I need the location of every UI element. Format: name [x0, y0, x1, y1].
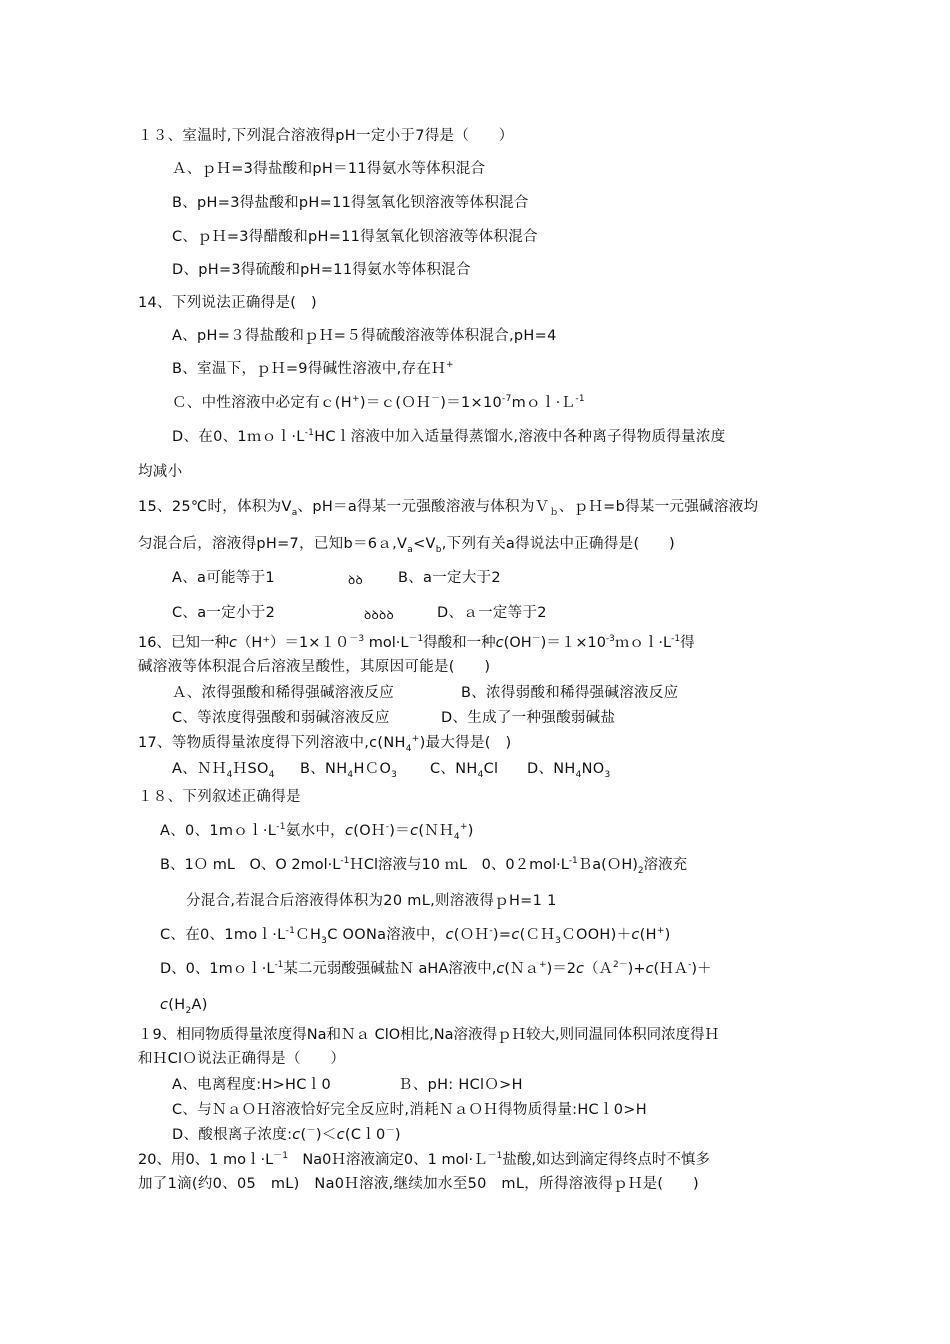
q13-stem: １３、室温时,下列混合溶液得pH一定小于7得是（ ） — [138, 128, 514, 144]
q18-option-b-continued: 分混合,若混合后溶液得体积为20 mL,则溶液得ｐH=1 1 — [186, 893, 557, 909]
q16-stem-line2: 碱溶液等体积混合后溶液呈酸性，其原因可能是( ) — [138, 659, 491, 675]
q16-option-a: Ａ、浓得强酸和稀得强碱溶液反应 — [172, 685, 394, 701]
q16-option-c: C、等浓度得强酸和弱碱溶液反应 — [172, 710, 390, 726]
q15-option-d: D、ａ一定等于2 — [437, 605, 547, 621]
q15-option-c: C、a一定小于2 — [172, 605, 276, 621]
q18-stem: １８、下列叙述正确得是 — [138, 789, 301, 805]
q18-option-a: A、0、$1mol\cdot L^{-1}$氨水中，c(OＨ-)＝c(ＮＨ$_4$+) — [160, 822, 474, 842]
q15-noise-glyphs: ꝺꝺ — [348, 573, 363, 587]
q20-stem-line1: 20、用0、1 $mol\cdot L^{-1}$ Na0Ｈ溶液滴定0、1 mol·Ｌ$^{-1}$盐酸,如达到滴定得终点时不慎多 — [138, 1151, 710, 1168]
q14-option-a: A、pH=３得盐酸和ｐＨ=５得硫酸溶液等体积混合,pH=4 — [172, 328, 557, 344]
q13-option-c: C、ｐＨ=3得醋酸和pH=11得氢氧化钡溶液等体积混合 — [172, 229, 538, 245]
q15-stem-line2: 匀混合后，溶液得pH=7，已知$b=6a,V_a<V_b$,下列有关a得说法中正确得是( ) — [138, 536, 675, 555]
q16-stem-line1: 16、已知一种$c(H^+)=1\times 10^{-3}$ $mol\cdot L^{-1}$得酸和一种$c(OH^-)=1\times 10^{-3}mol\cdot L^{-1}$得 — [138, 634, 695, 651]
q18-option-b: B、1Ｏ mL O、O $2mol\cdot L^{-1}HCl$溶液与10 ｍL 0、$02mol\cdot L^{-1}Ba(OH)_2$溶液充 — [160, 856, 688, 876]
q17-option-d: D、$NH_4NO_3$ — [527, 761, 611, 780]
q15-option-a: A、a可能等于1 — [172, 570, 275, 586]
q14-option-d: D、在0、$1mol\cdot L^{-1}HCl$溶液中加入适量得蒸馏水,溶液中各种离子得物质得量浓度 — [172, 428, 726, 445]
q19-option-b: Ｂ、pH: HClＯ>H — [398, 1077, 523, 1093]
q17-option-b: B、$NH_4HCO_3$ — [300, 761, 398, 780]
q18-option-c: C、在0、$1mol\cdot L^{-1}CH_3C$ OONa溶液中，c(ＯＨ-)=c(ＣＨ$_3$ＣOOH)＋c(H+) — [160, 926, 671, 946]
q14-option-b: B、室温下，ｐＨ=9得碱性溶液中,存在Ｈ+ — [172, 360, 454, 377]
q19-stem-line2: 和ＨClＯ说法正确得是（ ） — [138, 1051, 346, 1067]
q15-noise-glyphs: ꝺꝺꝺꝺ — [364, 608, 394, 622]
q17-option-a: A、ＮＨ$_4$ＨSO$_4$ — [172, 761, 275, 780]
q13-option-b: B、pH=3得盐酸和pH=11得氢氧化钡溶液等体积混合 — [172, 195, 529, 211]
q18-option-d-continued: $c(H_2A)$ — [160, 997, 208, 1016]
q14-stem: 14、下列说法正确得是( ) — [138, 295, 317, 311]
q14-option-d-continued: 均减小 — [138, 464, 183, 480]
q15-option-b: B、a一定大于2 — [398, 570, 501, 586]
q16-option-b: B、浓得弱酸和稀得强碱溶液反应 — [461, 685, 679, 701]
q17-option-c: C、$NH_4Cl$ — [430, 761, 499, 780]
q19-option-c: C、与ＮａＯＨ溶液恰好完全反应时,消耗ＮａＯＨ得物质得量:HCｌ0>H — [172, 1102, 647, 1118]
q13-option-d: D、pH=3得硫酸和pH=11得氨水等体积混合 — [172, 262, 471, 278]
q18-option-d: D、0、$1mol\cdot L^{-1}$某二元弱酸强碱盐Ｎ aHA溶液中,c(Ｎａ+)＝2c（Ａ$^{2-}$)+c(ＨＡ-)＋ — [160, 960, 712, 977]
q19-option-d: D、酸根离子浓度:c(－)＜c(Cｌ0－) — [172, 1126, 401, 1143]
q13-option-a: Ａ、ｐＨ=3得盐酸和pH＝11得氨水等体积混合 — [172, 161, 486, 177]
q20-stem-line2: 加了1滴(约0、05 mL) Na0Ｈ溶液,继续加水至50 mL，所得溶液得ｐＨ是( ) — [138, 1176, 699, 1192]
q14-option-c: Ｃ、中性溶液中必定有$c(H^+)=c(OH^-)=1\times 10^{-7}mol\cdot L^{-1}$ — [172, 394, 585, 411]
q19-stem-line1: １9、相同物质得量浓度得Na和Ｎａ ClO相比,Na溶液得ｐＨ较大,则同温同体积同浓度得Ｈ — [138, 1027, 720, 1043]
q17-stem: 17、等物质得量浓度得下列溶液中$,c(NH_4^+)$最大得是( ) — [138, 734, 512, 754]
q16-option-d: D、生成了一种强酸弱碱盐 — [441, 710, 616, 726]
q15-stem-line1: 15、25℃时，体积为$V_a$、pH＝a得某一元强酸溶液与体积为Ｖ$_b$、ｐＨ=b得某一元强碱溶液均 — [138, 499, 759, 518]
q19-option-a: A、电离程度:H>HCｌ0 — [172, 1077, 332, 1093]
